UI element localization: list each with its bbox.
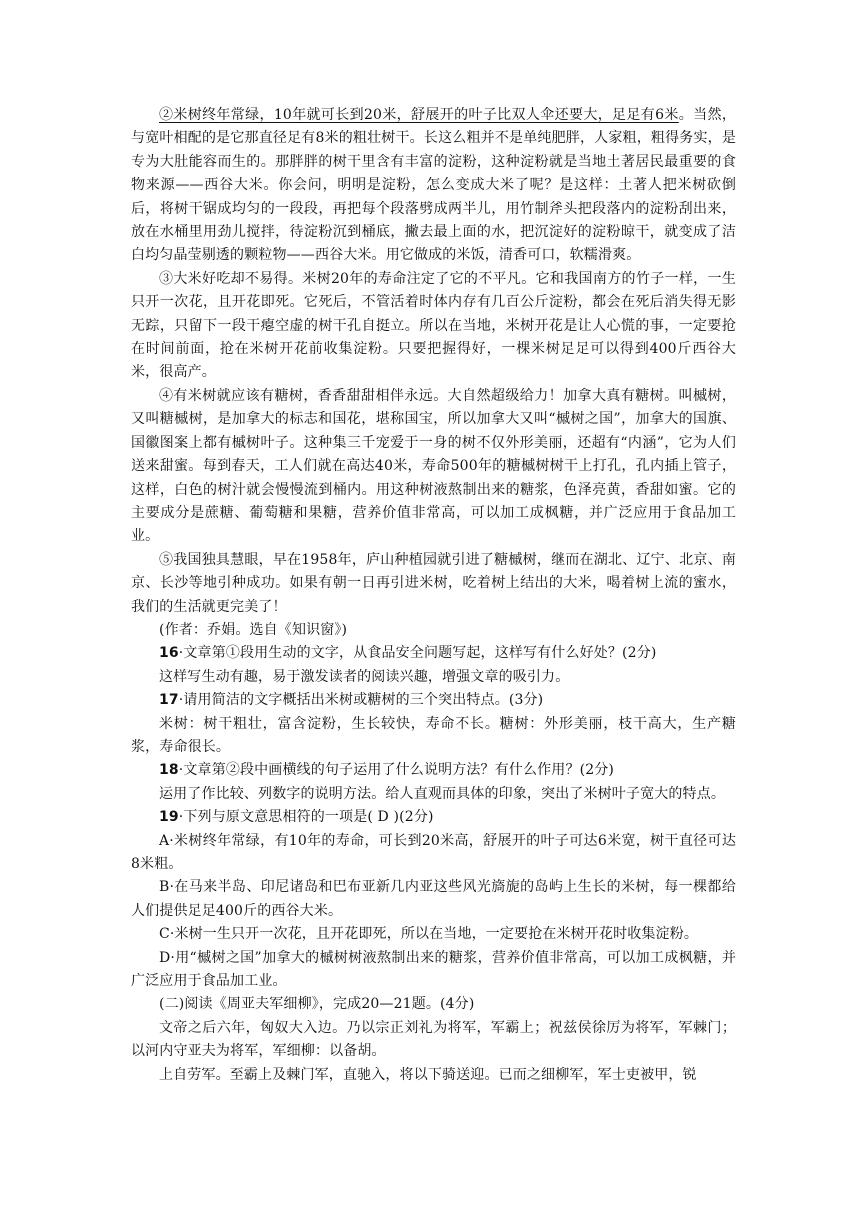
- question-16: [131, 642, 736, 665]
- question-number: 16: [159, 645, 179, 662]
- answer-17: 米树：树干粗壮，富含淀粉，生长较快，寿命不长。糖树：外形美丽，枝干高大，生产糖浆，寿命很长。: [131, 715, 736, 755]
- question-number: 18: [159, 762, 179, 779]
- question-text: ·请用简洁的文字概括出米树或糖树的三个突出特点。(3分): [178, 692, 544, 709]
- answer-18: 运用了作比较、列数字的说明方法。给人直观而具体的印象，突出了米树叶子宽大的特点。: [159, 785, 725, 802]
- question-text: ·文章第①段用生动的文字，从食品安全问题写起，这样写有什么好处？(2分): [178, 645, 657, 662]
- question-number: 19: [159, 809, 179, 826]
- option-a: A·米树终年常绿，有10年的寿命，可长到20米高，舒展开的叶子可达6米宽，树干直径可达8米粗。: [131, 832, 736, 872]
- option-d: D·用“槭树之国”加拿大的槭树树液熬制出来的糖浆，营养价值非常高，可以加工成枫糖，并广泛应用于食品加工业。: [131, 949, 736, 990]
- paragraph-2-rest: 。当然，与宽叶相配的是它那直径足有8米的粗壮树干。长这么粗并不是单纯肥胖，人家粗，粗得务实，是专为大肚能容而生的。那胖胖的树干里含有丰富的淀粉，这种淀粉就是当地土著居民最重要的食物来源——西谷大米。你会问，明明是淀粉，怎么变成大米了呢？是这样：土著人把米树砍倒后，将树干锯成均匀的一段段，再把每个段落劈成两半儿，用竹制斧头把段落内的淀粉刮出来，放在水桶里用劲儿搅拌，待淀粉沉到桶底，撇去最上面的水，把沉淀好的淀粉晾干，就变成了洁白均匀晶莹剔透的颗粒物——西谷大米。用它做成的米饭，清香可口，软糯滑爽。: [131, 107, 736, 264]
- option-b: B·在马来半岛、印尼诸岛和巴布亚新几内亚这些风光旖旎的岛屿上生长的米树，每一棵都给人们提供足足400斤的西谷大米。: [131, 879, 736, 919]
- answer-16: 这样写生动有趣，易于激发读者的阅读兴趣，增强文章的吸引力。: [159, 668, 570, 685]
- paragraph-5: ⑤我国独具慧眼，早在1958年，庐山种植园就引进了糖槭树，继而在湖北、辽宁、北京、南京、长沙等地引种成功。如果有朝一日再引进米树，吃着树上结出的大米，喝着树上流的蜜水，我们的生活就更完美了！: [131, 551, 736, 615]
- source-note: (作者：乔娟。选自《知识窗》): [159, 621, 348, 638]
- question-number: 17: [159, 692, 179, 709]
- paragraph-4: ④有米树就应该有糖树，香香甜甜相伴永远。大自然超级给力！加拿大真有糖树。叫槭树，又叫糖槭树，是加拿大的标志和国花，堪称国宝，所以加拿大又叫“槭树之国”，加拿大的国旗、国徽图案上都有槭树叶子。这种集三千宠爱于一身的树不仅外形美丽，还超有“内涵”，它为人们送来甜蜜。每到春天，工人们就在高达40米，寿命500年的糖槭树树干上打孔，孔内插上管子，这样，白色的树汁就会慢慢流到桶内。用这种树液熬制出来的糖浆，色泽亮黄，香甜如蜜。它的主要成分是蔗糖、葡萄糖和果糖，营养价值非常高，可以加工成枫糖，并广泛应用于食品加工业。: [131, 387, 736, 545]
- paragraph-3: ③大米好吃却不易得。米树20年的寿命注定了它的不平凡。它和我国南方的竹子一样，一生只开一次花，且开花即死。它死后，不管活着时体内存有几百公斤淀粉，都会在死后消失得无影无踪，只留下一段干瘪空虚的树干孔自挺立。所以在当地，米树开花是让人心慌的事，一定要抢在时间前面，抢在米树开花前收集淀粉。只要把握得好，一棵米树足足可以得到400斤西谷大米，很高产。: [131, 270, 736, 381]
- paragraph-2: [131, 104, 736, 268]
- question-text: ·文章第②段中画横线的句子运用了什么说明方法？有什么作用？(2分): [178, 762, 615, 779]
- underlined-sentence: ②米树终年常绿，10年就可长到20米，舒展开的叶子比双人伞还要大，足足有6米: [159, 107, 679, 123]
- option-c: C·米树一生只开一次花，且开花即死，所以在当地，一定要抢在米树开花时收集淀粉。: [159, 926, 699, 943]
- classical-paragraph-1: 文帝之后六年，匈奴大入边。乃以宗正刘礼为将军，军霸上；祝兹侯徐厉为将军，军棘门；以河内守亚夫为将军，军细柳：以备胡。: [131, 1019, 736, 1060]
- question-19: [131, 806, 736, 829]
- classical-paragraph-2: 上自劳军。至霸上及棘门军，直驰入，将以下骑送迎。已而之细柳军，军士吏被甲，锐: [159, 1066, 697, 1083]
- section-2-title: (二)阅读《周亚夫军细柳》，完成20—21题。(4分): [159, 996, 475, 1013]
- question-18: [131, 759, 736, 782]
- question-17: [131, 689, 736, 712]
- question-text: ·下列与原文意思相符的一项是( D )(2分): [178, 809, 434, 826]
